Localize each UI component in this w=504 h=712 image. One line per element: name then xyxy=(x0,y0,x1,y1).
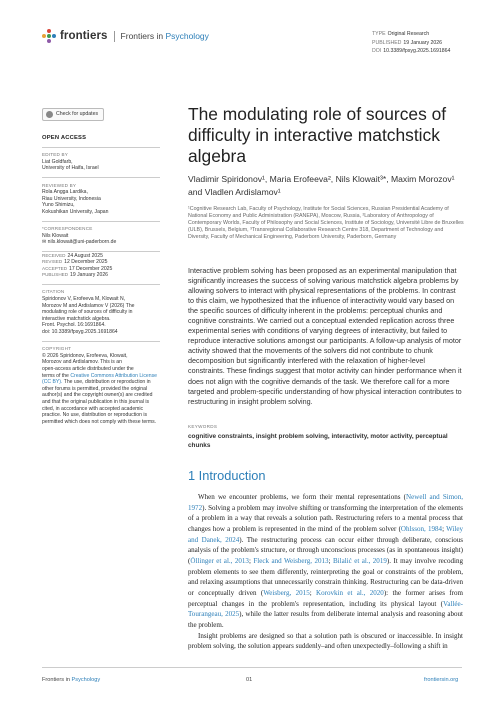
citation-line: interactive matchstick algebra. xyxy=(42,315,111,322)
paragraph-text: When we encounter problems, we form their mental representations ( xyxy=(198,493,407,501)
paragraph-text: ). Solving a problem may involve shifting or transforming the interpretation of the elements of a problem in a way that reveals a solution path. Restructuring refers to a mental process that changes how a problem is represented in the mind of the problem solver ( xyxy=(188,503,463,533)
copyright-line: open-access article distributed under the xyxy=(42,366,134,372)
date-row xyxy=(42,259,160,266)
open-access-label: OPEN ACCESS xyxy=(42,135,87,141)
sidebar-divider xyxy=(42,284,160,285)
date-label: PUBLISHED xyxy=(42,272,69,278)
check-updates-button[interactable] xyxy=(42,108,104,121)
date-row xyxy=(42,266,160,273)
copyright-text xyxy=(42,353,160,426)
meta-row xyxy=(372,39,450,48)
meta-label: TYPE xyxy=(372,31,386,37)
copyright-line: terms of the xyxy=(42,372,69,379)
sidebar-divider xyxy=(42,177,160,178)
journal-prefix: Frontiers in xyxy=(120,31,164,41)
citation-line: Front. Psychol. 16:1691864. xyxy=(42,322,106,329)
footer-divider xyxy=(42,667,462,668)
paragraph-text: ; xyxy=(328,556,333,565)
correspondence-label: *CORRESPONDENCE xyxy=(42,226,93,232)
footer-journal-prefix: Frontiers in xyxy=(42,677,70,683)
reviewer-line: Rola Angga Lardika, xyxy=(42,189,88,196)
editor-line: University of Haifa, Israel xyxy=(42,165,99,172)
copyright-line: Morozov and Ardislamov. This is an xyxy=(42,359,122,366)
journal-brand xyxy=(42,29,209,43)
journal-title: Psychology xyxy=(165,31,209,41)
sidebar-divider xyxy=(42,221,160,222)
keywords: cognitive constraints, insight problem solving, interactivity, motor activity, perceptual chunks xyxy=(188,433,448,449)
article-title: The modulating role of sources of difficulty in interactive matchstick algebra xyxy=(188,104,447,166)
citation-link[interactable]: Fleck and Weisberg, 2013 xyxy=(253,556,329,565)
keywords-label: KEYWORDS xyxy=(188,424,218,429)
correspondence-line: Nils Klowait xyxy=(42,232,69,239)
date-value: 19 January 2026 xyxy=(70,272,108,279)
paragraph-text: ): the former arises from perceptual changes in the problem's representation, including its physical layout ( xyxy=(188,588,463,608)
reviewed-by-label: REVIEWED BY xyxy=(42,182,77,188)
date-label: RECEIVED xyxy=(42,252,66,258)
citation-link[interactable]: Ohlsson, 1984 xyxy=(400,524,443,533)
copyright-line: © 2026 Spiridonov, Erofeeva, Klowait, xyxy=(42,352,128,359)
check-updates-label: Check for updates xyxy=(56,111,99,118)
citation xyxy=(42,296,160,336)
citation-link[interactable]: Newell and Simon, 1972 xyxy=(188,493,463,512)
meta-value: Original Research xyxy=(387,31,430,37)
citation-link[interactable]: Öllinger et al., 2013 xyxy=(190,556,249,565)
citation-link[interactable]: Wiley and Danek, 2024 xyxy=(188,524,463,544)
page-number: 01 xyxy=(246,677,253,683)
cc-license-link[interactable]: Creative Commons Attribution License (CC BY). xyxy=(42,372,157,386)
citation-link[interactable]: Vallée-Tourangeau, 2025 xyxy=(188,599,463,619)
citation-line: doi: 10.3389/fpsyg.2025.1691864 xyxy=(42,329,118,336)
paragraph-text: ). The restructuring process can occur either through deliberate, conscious analysis of the problem's structure, or through unconscious processes (as in spontaneous insight) ( xyxy=(188,535,463,565)
editor-line: Liat Goldfarb, xyxy=(42,158,73,165)
citation-line: Morozov M and Ardislamov V (2026) The xyxy=(42,302,135,309)
meta-label: PUBLISHED xyxy=(372,39,402,46)
citation-label: CITATION xyxy=(42,289,65,295)
abstract: Interactive problem solving has been proposed as an experimental manipulation that significantly increases the success of solving various matchstick algebra problems by allowing solvers to interact with physical representations of the problems. In contrast to this claim, we hypothesized that the influence of interactivity would vary based on the specific sources of difficulty inherent in the problems: perceptual chunks and cognitive constraints. We carried out a conceptual extended replication across three experimental series with conditions of varying degrees of interactivity, but failed to reproduce interactive solutions amongst our participants. A follow-up analysis of motor activity showed that the movements of the solvers did not contribute to chunk decomposition but significantly interfered with the relaxation of higher-level constraints. These findings suggest that motor activity can hinder performance when it does not align with the cognitive demands of the task. We therefore call for a more targeted and problem-specific understanding of how physical interaction contributes to restructuring in insight problem solving. xyxy=(188,266,462,406)
correspondence-line: ✉ nils.klowait@uni-paderborn.de xyxy=(42,239,117,246)
sidebar-divider xyxy=(42,147,160,148)
date-row xyxy=(42,272,160,279)
citation-link[interactable]: Korovkin et al., 2020 xyxy=(316,588,384,597)
paragraph: Insight problems are designed so that a solution path is obscured or inaccessible. In insight problem solving, the solution appears suddenly–and often unexpectedly–following a shift in xyxy=(188,631,463,651)
reviewer-line: Kokushikan University, Japan xyxy=(42,208,109,215)
correspondence xyxy=(42,233,160,246)
check-updates-icon xyxy=(46,111,53,118)
paragraph-text: ). It may involve recoding problem elements to see them differently, reinterpreting the goal or constraints of the problem, and relaxing assumptions that unnecessarily constrain thinking. Restructuring can be data-driven or conceptually driven ( xyxy=(188,556,463,597)
sidebar-divider xyxy=(42,341,160,342)
section-heading: 1 Introduction xyxy=(188,468,266,483)
copyright-terms: The use, distribution or reproduction in other forums is permitted, provided the original author(s) and the copyright owner(s) are credited and that the original publication in this journal is cited, in accordance with accepted academic practice. No use, distribution or reproduction is permitted which does not comply with these terms. xyxy=(42,379,157,425)
author-list: Vladimir Spiridonov¹, Maria Erofeeva², Nils Klowait³*, Maxim Morozov¹ and Vladlen Ardislamov¹ xyxy=(188,174,455,197)
footer-journal-name: Psychology xyxy=(71,677,101,683)
body-text xyxy=(188,492,463,652)
date-value: 24 August 2025 xyxy=(67,252,103,259)
date-value: 17 December 2025 xyxy=(69,265,113,272)
meta-value: 10.3389/fpsyg.2025.1691864 xyxy=(383,48,451,55)
article-dates xyxy=(42,253,160,279)
frontiers-logo-icon xyxy=(42,29,56,43)
affiliations: ¹Cognitive Research Lab, Faculty of Psychology, Institute for Social Sciences, Russian Presidential Academy of National Economy and Public Administration (RANEPA), Moscow, Russia, ²Laboratory of Anthropology of Contemporary Worlds, Faculty of Philosophy and Social Sciences, Institute of Sociology, Université Libre de Bruxelles (ULB), Brussels, Belgium, ³Transregional Collaborative Research Centre 318, Department of Technology and Diversity, Faculty of Mechanical Engineering, Paderborn University, Paderborn, Germany xyxy=(188,206,464,240)
edited-by xyxy=(42,159,160,172)
citation-link[interactable]: Bilalić et al., 2019 xyxy=(332,556,387,565)
footer-journal xyxy=(42,677,100,683)
date-label: REVISED xyxy=(42,259,63,265)
sidebar-divider xyxy=(42,251,160,252)
paragraph-text: ; xyxy=(442,524,447,533)
date-row xyxy=(42,253,160,260)
sidebar xyxy=(42,108,160,425)
paragraph xyxy=(188,492,463,631)
brand-divider xyxy=(114,31,115,42)
reviewer-line: Riau University, Indonesia xyxy=(42,195,101,202)
journal-name xyxy=(121,31,209,41)
site-link[interactable]: frontiersin.org xyxy=(424,677,459,683)
reviewer-line: Yuno Shimizu, xyxy=(42,202,75,209)
article-meta xyxy=(372,30,450,56)
paragraph-text: ), while the latter results from deliberate internal analysis and reasoning about the problem. xyxy=(188,610,463,629)
paragraph-text: ; xyxy=(248,556,254,565)
paragraph-text: ; xyxy=(309,588,317,597)
meta-row xyxy=(372,47,450,56)
citation-line: modulating role of sources of difficulty in xyxy=(42,309,133,316)
meta-value: 19 January 2026 xyxy=(403,39,443,46)
edited-by-label: EDITED BY xyxy=(42,152,69,158)
date-label: ACCEPTED xyxy=(42,265,68,271)
copyright-label: COPYRIGHT xyxy=(42,346,72,352)
date-value: 12 December 2025 xyxy=(64,259,108,266)
citation-line: Spiridonov V, Erofeeva M, Klowait N, xyxy=(42,296,126,303)
reviewed-by xyxy=(42,189,160,215)
meta-label: DOI xyxy=(372,48,382,55)
publisher-name: frontiers xyxy=(60,30,108,42)
citation-link[interactable]: Weisberg, 2015 xyxy=(263,588,310,597)
meta-row xyxy=(372,30,450,39)
